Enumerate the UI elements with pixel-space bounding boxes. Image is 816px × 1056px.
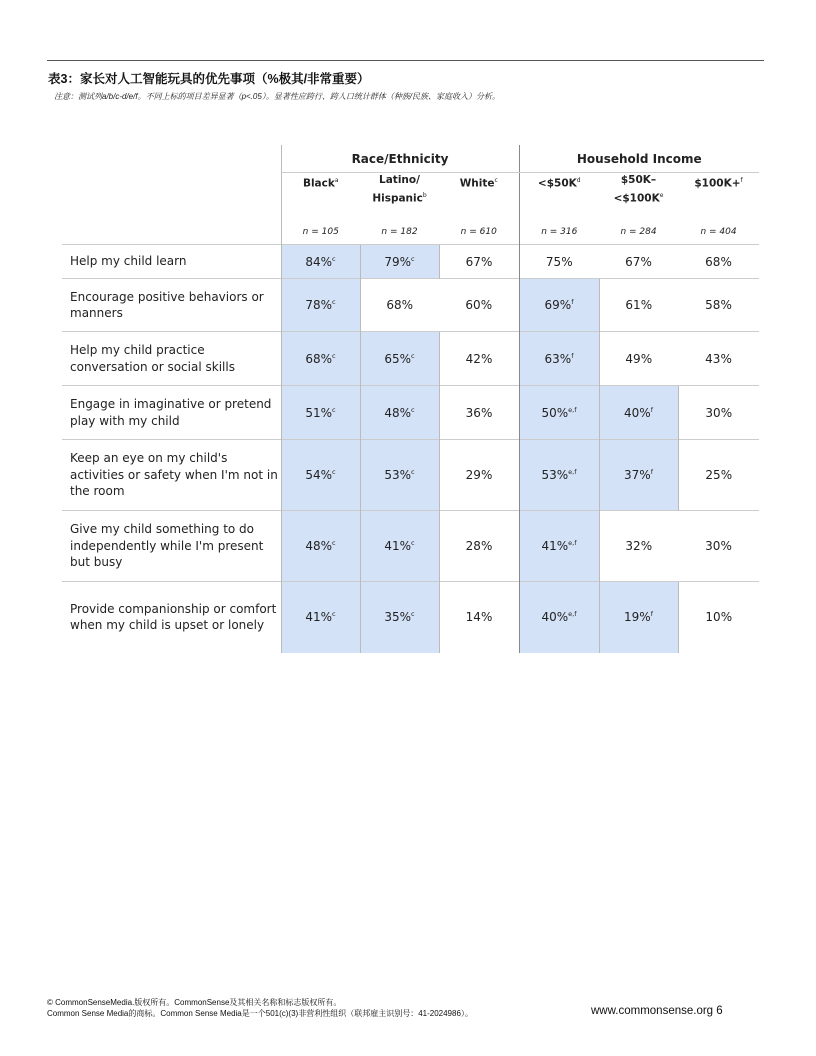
cell-superscript: c <box>332 298 336 306</box>
data-cell <box>599 511 678 582</box>
data-cell <box>599 582 678 653</box>
n-blank <box>62 219 281 245</box>
cell-value: 29% <box>465 468 493 482</box>
cell-value: 14% <box>465 610 493 625</box>
data-cell <box>678 582 759 653</box>
cell-superscript: c <box>332 468 336 476</box>
table-title: 表3：家长对人工智能玩具的优先事项（%极其/非常重要） <box>48 72 370 86</box>
row-label: Provide companionship or comfort when my child is upset or lonely <box>62 582 281 653</box>
cell-superscript: e,f <box>568 468 577 476</box>
cell-value: 50% <box>541 405 569 420</box>
cell-value: 54% <box>305 468 333 482</box>
data-cell <box>678 245 759 279</box>
cell-superscript: e,f <box>568 405 577 414</box>
data-cell <box>360 440 439 511</box>
cell-superscript: f <box>650 610 653 619</box>
table-row <box>62 245 759 279</box>
data-cell <box>678 511 759 582</box>
data-cell <box>439 582 519 653</box>
cell-superscript: c <box>332 254 336 263</box>
data-cell <box>519 511 599 582</box>
data-cell <box>519 386 599 440</box>
column-superscript: c <box>494 177 498 184</box>
cell-value: 78% <box>305 298 333 312</box>
cell-value: 41% <box>305 610 333 625</box>
data-cell <box>678 386 759 440</box>
cell-value: 63% <box>544 351 572 366</box>
cell-superscript: f <box>571 351 574 360</box>
priorities-table <box>62 145 759 653</box>
cell-value: 48% <box>305 539 333 553</box>
data-cell <box>281 245 360 279</box>
cell-value: 40% <box>624 405 651 420</box>
column-header-line1: White <box>459 177 495 190</box>
data-cell <box>519 332 599 386</box>
column-sample-size: n = 105 <box>281 219 360 245</box>
table-row <box>62 386 759 440</box>
footer-url-page: www.commonsense.org 6 <box>591 1005 723 1017</box>
group-household-income: Household Income <box>519 145 759 173</box>
row-label: Help my child learn <box>62 245 281 279</box>
column-header <box>281 173 360 220</box>
cell-value: 28% <box>465 539 493 553</box>
header-blank <box>62 145 281 173</box>
data-cell <box>281 440 360 511</box>
column-sample-size: n = 316 <box>519 219 599 245</box>
table-row <box>62 332 759 386</box>
column-header-line1: $50K– <box>620 174 657 186</box>
data-cell <box>678 279 759 332</box>
cell-superscript: c <box>411 610 415 619</box>
column-header-line1: $100K+ <box>694 177 741 190</box>
row-label: Help my child practice conversation or social skills <box>62 332 281 386</box>
column-superscript: f <box>740 177 743 184</box>
data-cell <box>439 279 519 332</box>
cell-value: 67% <box>625 254 652 269</box>
cell-superscript: e,f <box>568 539 577 547</box>
cell-value: 61% <box>625 298 653 312</box>
column-header-line2: <$100K <box>613 192 660 205</box>
footer-line-2: Common Sense Media的商标。Common Sense Media是一个501(c)(3)非营利性组织（联邦雇主识别号：41-2024986）。 <box>47 1009 473 1018</box>
data-cell <box>519 440 599 511</box>
cell-value: 69% <box>544 298 572 312</box>
cell-value: 84% <box>305 254 333 269</box>
cell-value: 51% <box>305 405 333 420</box>
column-superscript: d <box>576 177 581 184</box>
cell-superscript: c <box>332 539 336 547</box>
data-cell <box>599 440 678 511</box>
cell-value: 75% <box>545 254 573 269</box>
cell-value: 53% <box>384 468 412 482</box>
cell-superscript: c <box>411 254 415 263</box>
data-cell <box>281 332 360 386</box>
table-row <box>62 440 759 511</box>
cell-value: 42% <box>465 351 493 366</box>
cell-superscript: f <box>571 298 574 306</box>
column-header <box>678 173 759 220</box>
cell-value: 37% <box>624 468 651 482</box>
data-cell <box>281 386 360 440</box>
data-cell <box>360 386 439 440</box>
cell-value: 36% <box>465 405 493 420</box>
cell-value: 40% <box>541 610 569 625</box>
data-cell <box>360 582 439 653</box>
row-label: Keep an eye on my child's activities or safety when I'm not in the room <box>62 440 281 511</box>
row-label: Engage in imaginative or pretend play with my child <box>62 386 281 440</box>
data-cell <box>678 440 759 511</box>
data-cell <box>360 245 439 279</box>
row-label: Encourage positive behaviors or manners <box>62 279 281 332</box>
cell-value: 67% <box>465 254 493 269</box>
column-header-line1: <$50K <box>537 177 577 190</box>
data-cell <box>519 582 599 653</box>
cell-value: 49% <box>625 351 653 366</box>
cell-superscript: e,f <box>568 610 577 619</box>
column-header-line2: Hispanic <box>372 192 423 205</box>
column-sample-size: n = 404 <box>700 226 737 237</box>
cell-value: 43% <box>705 351 732 366</box>
data-cell <box>360 332 439 386</box>
column-sample-size: n = 182 <box>381 226 418 237</box>
data-cell <box>599 279 678 332</box>
data-cell <box>439 511 519 582</box>
column-superscript: a <box>334 177 339 184</box>
table-note: 注意：测试列a/b/c-d/e/f。不同上标的项目差异显著（p<.05）。显著性应跨行、跨人口统计群体（种族/民族、家庭收入）分析。 <box>54 92 501 101</box>
cell-value: 79% <box>384 254 412 269</box>
column-header <box>439 173 519 220</box>
data-cell <box>678 332 759 386</box>
cell-superscript: c <box>411 405 415 414</box>
cell-superscript: f <box>650 405 653 414</box>
cell-superscript: c <box>411 468 415 476</box>
table-row <box>62 279 759 332</box>
data-cell <box>599 245 678 279</box>
column-header <box>519 173 599 220</box>
cell-value: 25% <box>705 468 733 482</box>
cell-value: 30% <box>705 405 733 420</box>
cell-value: 68% <box>386 298 414 312</box>
cell-value: 68% <box>305 351 333 366</box>
cell-value: 41% <box>384 539 412 553</box>
column-superscript: e <box>659 192 664 199</box>
column-header-line1: Latino/ <box>379 174 420 186</box>
cell-superscript: c <box>332 405 336 414</box>
footer-copyright <box>47 997 473 1019</box>
data-cell <box>281 511 360 582</box>
cell-value: 68% <box>705 254 732 269</box>
column-header <box>360 173 439 220</box>
cell-value: 58% <box>705 298 732 312</box>
data-cell <box>519 279 599 332</box>
column-header <box>599 173 678 220</box>
cell-value: 65% <box>384 351 412 366</box>
cell-value: 10% <box>705 610 733 625</box>
data-cell <box>281 279 360 332</box>
header-blank <box>62 173 281 220</box>
column-header-line1: Black <box>302 177 335 190</box>
cell-value: 35% <box>384 610 412 625</box>
data-cell <box>599 332 678 386</box>
data-cell <box>599 386 678 440</box>
data-cell <box>439 386 519 440</box>
data-cell <box>439 245 519 279</box>
cell-superscript: c <box>332 610 336 619</box>
table-row <box>62 582 759 653</box>
data-cell <box>360 511 439 582</box>
cell-value: 32% <box>625 539 653 553</box>
column-sample-size: n = 610 <box>460 226 497 237</box>
cell-value: 19% <box>624 610 651 625</box>
footer-line-1: © CommonSenseMedia.版权所有。CommonSense及其相关名称和标志版权所有。 <box>47 998 342 1007</box>
data-cell <box>439 440 519 511</box>
column-superscript: b <box>422 192 427 199</box>
data-cell <box>360 279 439 332</box>
cell-value: 41% <box>541 539 569 553</box>
cell-superscript: c <box>411 351 415 360</box>
cell-value: 48% <box>384 405 412 420</box>
cell-superscript: c <box>411 539 415 547</box>
column-sample-size: n = 284 <box>620 226 657 237</box>
data-cell <box>439 332 519 386</box>
cell-value: 53% <box>541 468 569 482</box>
cell-superscript: c <box>332 351 336 360</box>
cell-value: 60% <box>465 298 493 312</box>
table-row <box>62 511 759 582</box>
data-cell <box>519 245 599 279</box>
group-race-ethnicity: Race/Ethnicity <box>281 145 519 173</box>
cell-superscript: f <box>650 468 653 476</box>
data-cell <box>281 582 360 653</box>
row-label: Give my child something to do independently while I'm present but busy <box>62 511 281 582</box>
cell-value: 30% <box>705 539 732 553</box>
top-rule <box>47 60 764 61</box>
